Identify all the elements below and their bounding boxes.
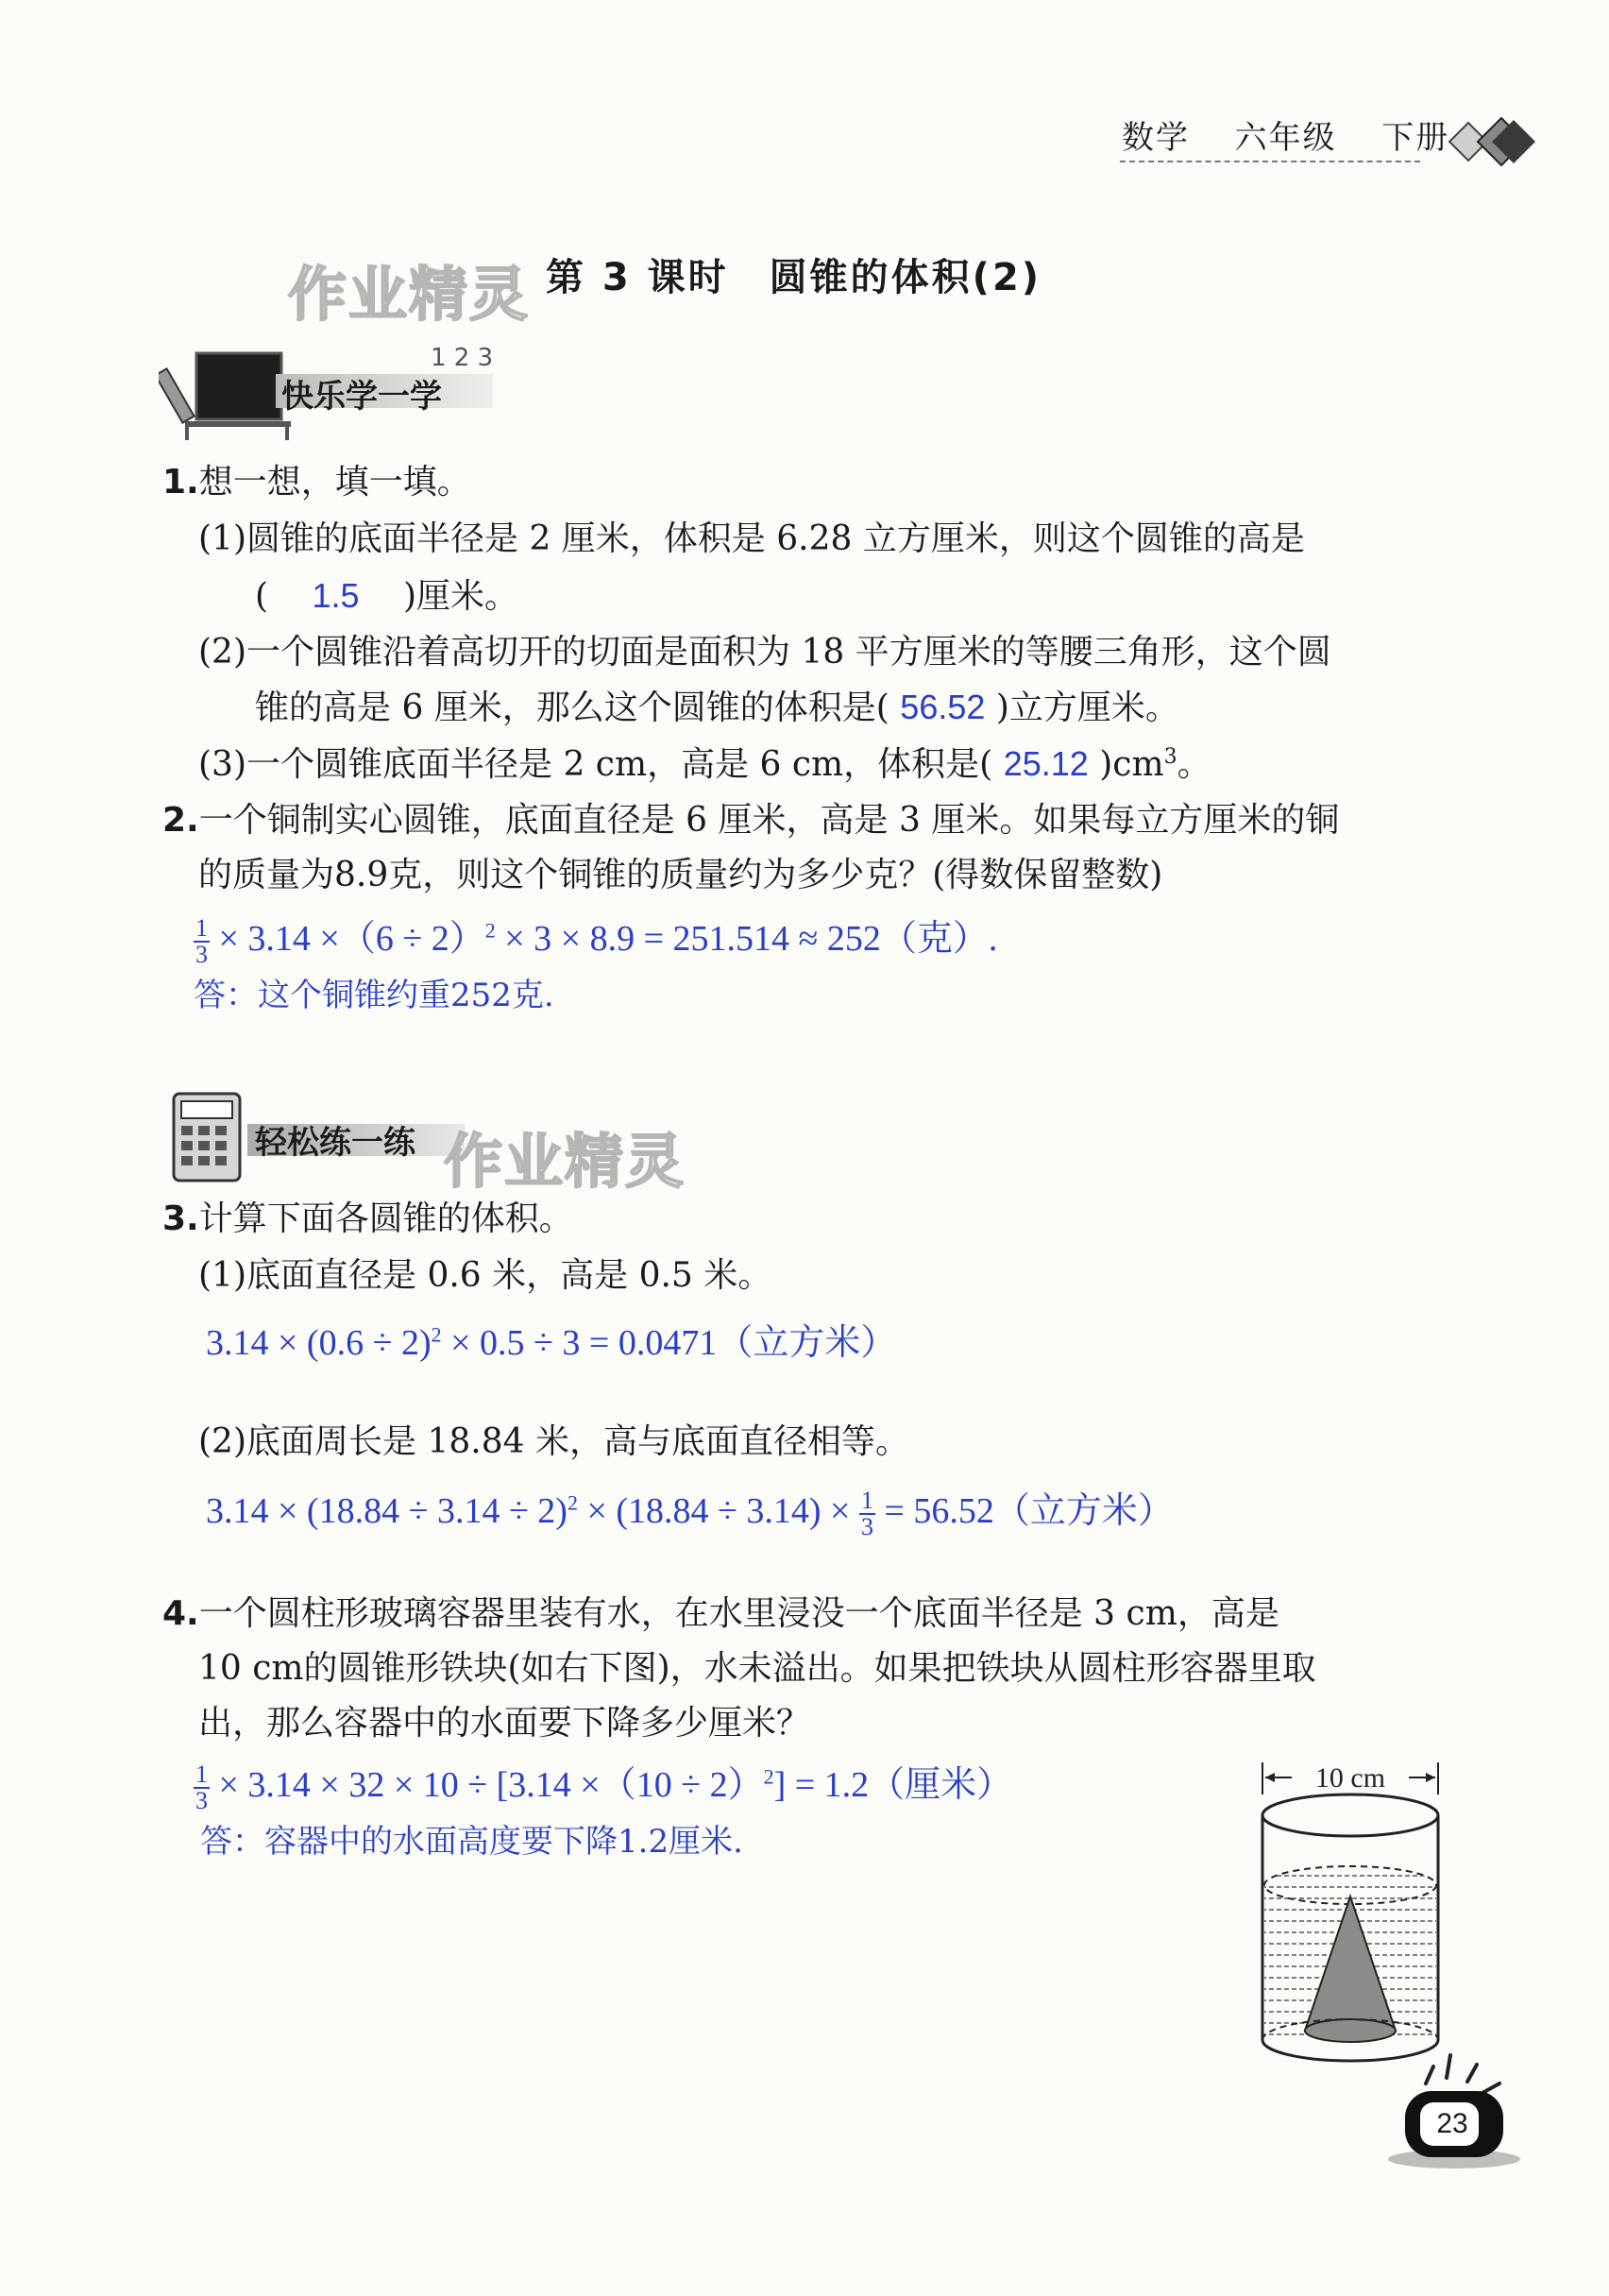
q3-part2-calculation: $3.14 \times (18.84 \div 3.14 \div 2)^2 \times (18.84 \div 3.14)$ × $\frac{1}{3}$ = 56.52（立方米）	[206, 1487, 1174, 1541]
cylinder-cone-figure	[1246, 1757, 1454, 2078]
q3-part1-calculation: $3.14 \times (0.6 \div 2)^2 \times 0.5 \div 3 = 0.0471$（立方米）	[206, 1322, 897, 1363]
q1-part2-blank: 锥的高是 6 厘米，那么这个圆锥的体积是( 56.52 )立方厘米。	[255, 688, 1179, 727]
q4-calculation: $\frac{1}{3}$ × $3.14 \times 32 \times 10 \div [3.14 \times(10 \div 2)^2] = 1.2$（厘米）	[195, 1760, 1013, 1815]
q1-part3-answer: 25.12	[1003, 744, 1089, 783]
figure-label: 10 cm	[1314, 1762, 1386, 1794]
calculator-icon	[166, 1086, 251, 1190]
q1-part1-answer: 1.5	[312, 576, 360, 615]
q1-part3: (3)一个圆锥底面半径是 2 cm，高是 6 cm，体积是( 25.12 )$cm^3$。	[198, 744, 1211, 784]
page-number: 23	[1436, 2108, 1468, 2139]
q3-number: 3.	[162, 1199, 199, 1238]
q4-number: 4.	[162, 1594, 199, 1633]
q3-part2: (2)底面周长是 18.84 米，高与底面直径相等。	[198, 1422, 909, 1461]
q4-line2: 10 cm的圆锥形铁块(如右下图)，水未溢出。如果把铁块从圆柱形容器里取	[198, 1649, 1316, 1688]
diamond-icon	[1440, 104, 1544, 179]
q1-part2-answer: 56.52	[900, 688, 986, 726]
lesson-title: 第 3 课时 圆锥的体积(2)	[546, 256, 1042, 299]
q3-prompt: 3.计算下面各圆锥的体积。	[162, 1199, 573, 1238]
blackboard-icon	[159, 340, 291, 444]
section2-label: 轻松练一练	[255, 1124, 415, 1162]
q2-line1: 2.一个铜制实心圆锥，底面直径是 6 厘米，高是 3 厘米。如果每立方厘米的铜	[162, 801, 1340, 840]
q1-prompt: 1.想一想，填一填。	[162, 463, 471, 502]
q2-line2: 的质量为8.9克，则这个铜锥的质量约为多少克？(得数保留整数)	[198, 856, 1163, 894]
section1-label: 快乐学一学	[281, 378, 442, 416]
watermark: 作业精灵	[288, 260, 531, 329]
fraction: $\frac{1}{3}$	[860, 1487, 873, 1541]
header-rule	[1120, 161, 1420, 162]
q2-answer: 答：这个铜锥约重252克.	[194, 977, 554, 1014]
section1-deco: 1 2 3	[431, 344, 494, 372]
fraction: $\frac{1}{3}$	[195, 914, 208, 969]
q2-number: 2.	[162, 801, 199, 840]
fraction: $\frac{1}{3}$	[195, 1760, 208, 1815]
q1-part1: (1)圆锥的底面半径是 2 厘米，体积是 6.28 立方厘米，则这个圆锥的高是	[198, 519, 1305, 558]
header-volume: 下册	[1381, 119, 1450, 157]
q4-answer: 答：容器中的水面高度要下降1.2厘米.	[200, 1823, 743, 1861]
q1-part2: (2)一个圆锥沿着高切开的切面是面积为 18 平方厘米的等腰三角形，这个圆	[198, 633, 1331, 672]
q4-line3: 出，那么容器中的水面要下降多少厘米？	[198, 1704, 811, 1743]
header	[1122, 111, 1449, 158]
header-subject: 数学	[1122, 119, 1190, 157]
q1-part1-blank: ( 1.5 )厘米。	[255, 570, 518, 622]
q4-line1: 4.一个圆柱形玻璃容器里装有水，在水里浸没一个底面半径是 3 cm，高是	[162, 1594, 1279, 1633]
watermark-2: 作业精灵	[444, 1127, 686, 1196]
q1-number: 1.	[162, 463, 199, 502]
q2-calculation: $\frac{1}{3}$ × $3.14 \times(6 \div 2)^2 \times 3 \times 8.9 = 251.514 \approx 252$（克）.	[195, 914, 998, 969]
header-grade: 六年级	[1234, 119, 1337, 157]
q3-part1: (1)底面直径是 0.6 米，高是 0.5 米。	[198, 1256, 772, 1295]
